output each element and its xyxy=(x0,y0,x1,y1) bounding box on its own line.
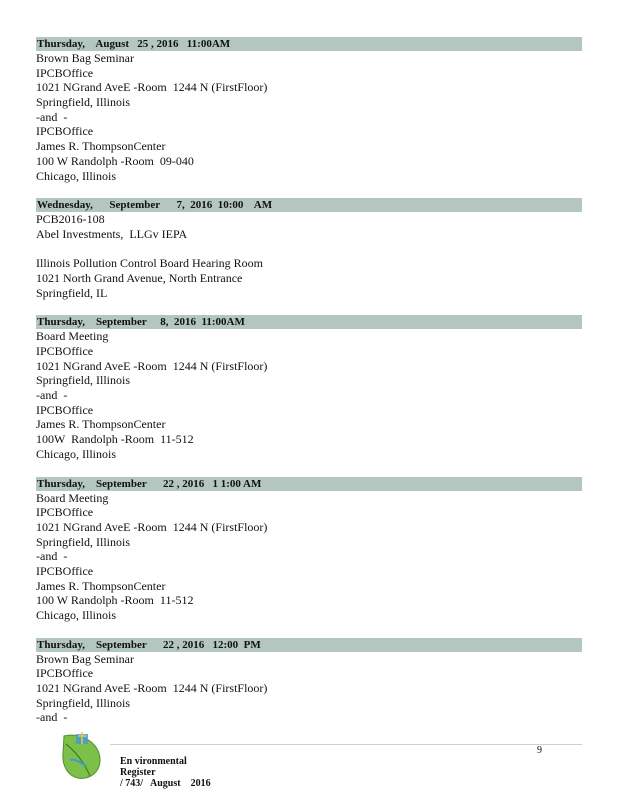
event-detail-line: Springfield, Illinois xyxy=(36,95,130,110)
event-detail-line: IPCBOffice xyxy=(36,124,94,139)
event-detail-line xyxy=(36,242,582,257)
event-detail-line: Chicago, Illinois xyxy=(36,168,116,183)
event-detail-line: 100W Randolph -Room 11-512 xyxy=(36,432,194,447)
event-block xyxy=(36,477,582,623)
event-detail-line: 1021 North Grand Avenue, North Entrance xyxy=(36,270,243,285)
event-detail-line: Board Meeting xyxy=(36,490,109,505)
event-detail-line: Springfield, Illinois xyxy=(36,534,130,549)
event-detail-line: James R. ThompsonCenter xyxy=(36,578,166,593)
event-detail-line: -and - xyxy=(36,710,68,725)
event-date-header: Thursday, September 22 , 2016 12:00 PM xyxy=(36,638,582,652)
event-detail-line: -and - xyxy=(36,549,68,564)
event-list xyxy=(36,37,582,740)
footer-publication xyxy=(110,745,231,800)
event-detail-line: Springfield, Illinois xyxy=(36,373,130,388)
event-block xyxy=(36,315,582,461)
event-detail-line: IPCBOffice xyxy=(36,505,94,520)
event-detail-line: 100 W Randolph -Room 09-040 xyxy=(36,153,194,168)
event-detail-line: 1021 NGrand AveE -Room 1244 N (FirstFloor) xyxy=(36,681,268,696)
event-detail-line: Brown Bag Seminar xyxy=(36,51,134,65)
event-detail-line: Chicago, Illinois xyxy=(36,446,116,461)
event-detail-line: James R. ThompsonCenter xyxy=(36,417,166,432)
event-block xyxy=(36,198,582,300)
event-date-header: Thursday, September 22 , 2016 1 1:00 AM xyxy=(36,477,582,491)
event-details xyxy=(36,491,582,623)
page-footer xyxy=(60,730,582,789)
event-detail-line: -and - xyxy=(36,388,68,403)
event-detail-line: 1021 NGrand AveE -Room 1244 N (FirstFloor) xyxy=(36,80,268,95)
event-detail-line: IPCBOffice xyxy=(36,666,94,681)
event-detail-line: Chicago, Illinois xyxy=(36,608,116,622)
footer-issue: / 743/ August 2016 xyxy=(120,778,211,789)
event-detail-line: IPCBOffice xyxy=(36,65,94,80)
event-detail-line: -and - xyxy=(36,109,68,124)
footer-word-register: Register xyxy=(120,767,156,778)
event-detail-line: James R. ThompsonCenter xyxy=(36,139,166,154)
event-detail-line: IPCBOffice xyxy=(36,344,94,358)
event-date-header: Wednesday, September 7, 2016 10:00 AM xyxy=(36,198,582,212)
event-details xyxy=(36,51,582,183)
event-detail-line: Board Meeting xyxy=(36,329,109,344)
event-date-header: Thursday, September 8, 2016 11:00AM xyxy=(36,315,582,329)
event-details xyxy=(36,212,582,300)
event-details xyxy=(36,652,582,725)
event-detail-line: Abel Investments, LLGv IEPA xyxy=(36,226,188,241)
event-detail-line: IPCBOffice xyxy=(36,563,94,578)
event-date-header: Thursday, August 25 , 2016 11:00AM xyxy=(36,37,582,51)
event-detail-line: Brown Bag Seminar xyxy=(36,651,134,666)
event-detail-line: 100 W Randolph -Room 11-512 xyxy=(36,593,194,608)
footer-word-environmental: En vironmental xyxy=(120,756,187,767)
event-detail-line: 1021 NGrand AveE -Room 1244 N (FirstFloor) xyxy=(36,358,268,373)
page-number: 9 xyxy=(537,745,542,756)
event-details xyxy=(36,329,582,461)
event-block xyxy=(36,638,582,725)
event-detail-line: IPCBOffice xyxy=(36,402,94,417)
leaf-logo-icon xyxy=(60,730,104,782)
event-detail-line: Illinois Pollution Control Board Hearing Room xyxy=(36,256,263,271)
event-block xyxy=(36,37,582,183)
event-detail-line: Springfield, Illinois xyxy=(36,695,130,710)
event-detail-line: 1021 NGrand AveE -Room 1244 N (FirstFloor) xyxy=(36,519,268,534)
event-detail-line: Springfield, IL xyxy=(36,285,108,300)
event-detail-line: PCB2016-108 xyxy=(36,212,105,227)
